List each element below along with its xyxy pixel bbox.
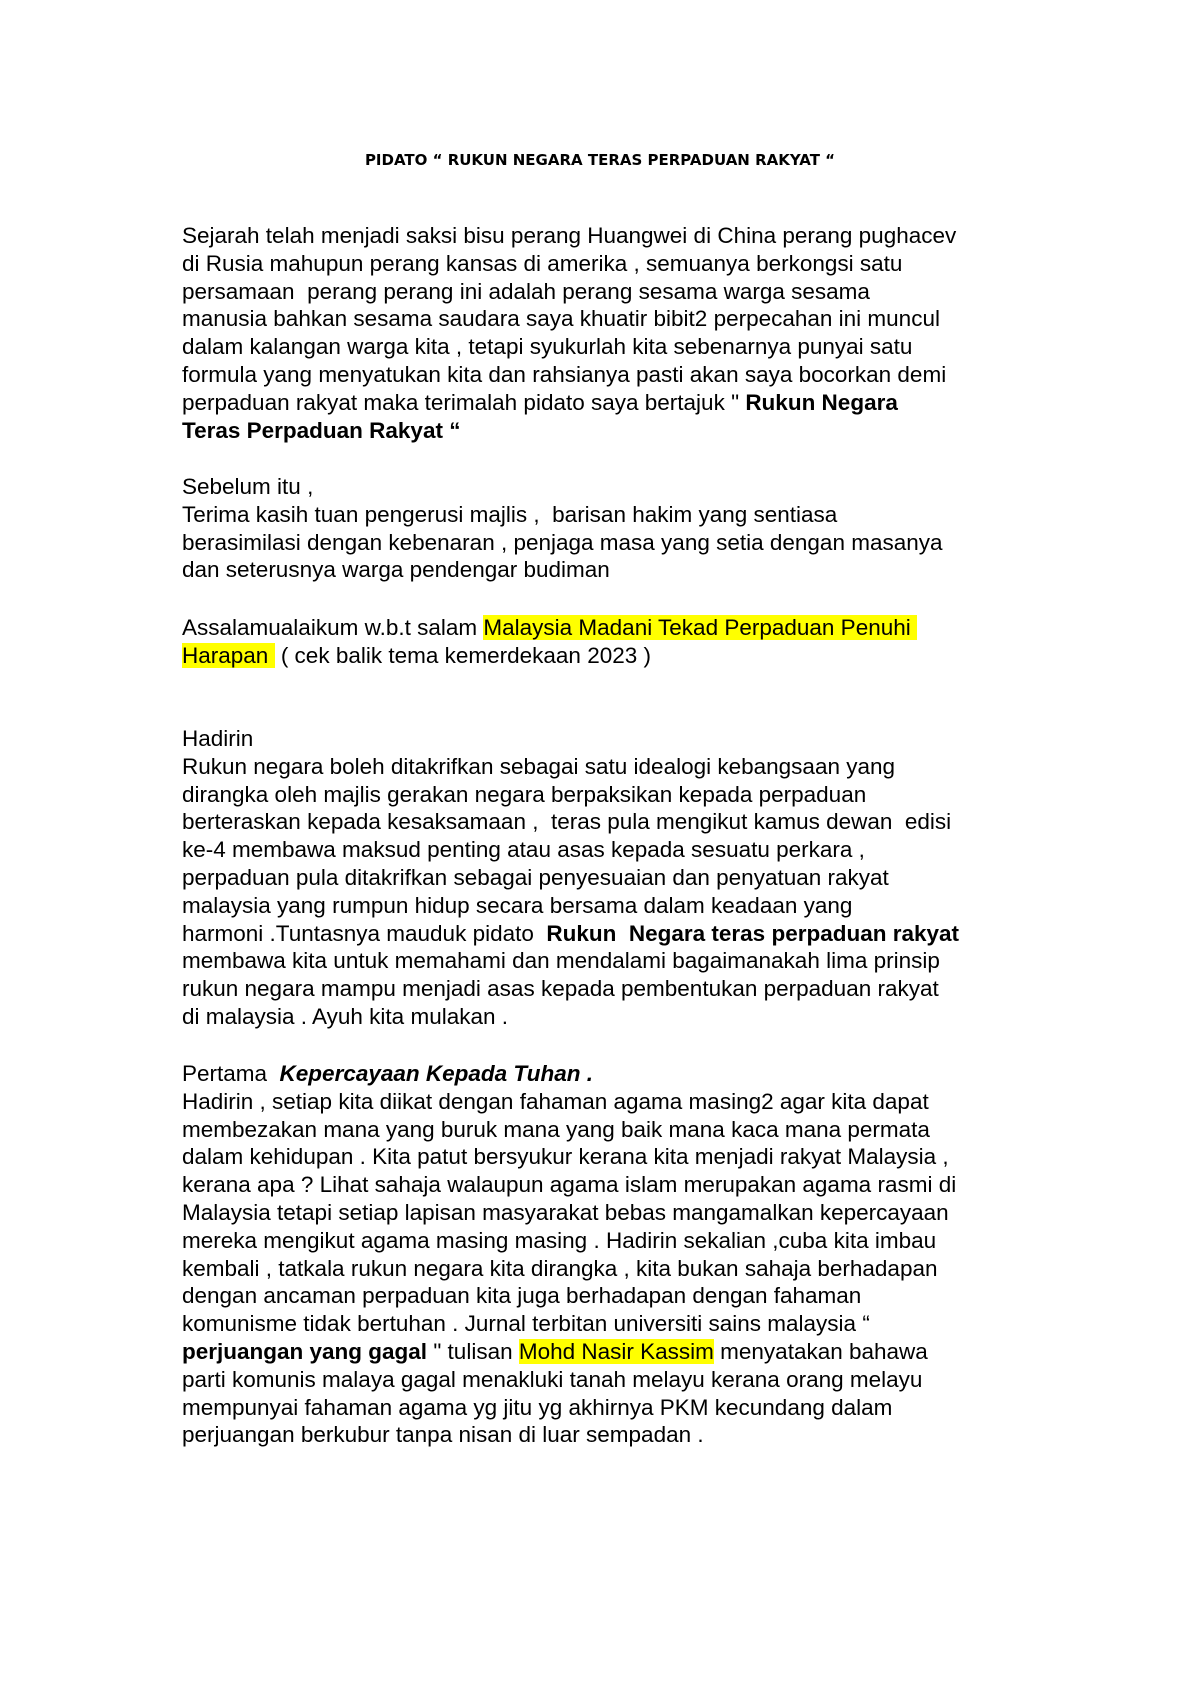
text-line: ke-4 membawa maksud penting atau asas kepada sesuatu perkara , xyxy=(182,837,865,863)
text-line: parti komunis malaya gagal menakluki tanah melayu kerana orang melayu xyxy=(182,1366,923,1392)
text-line: mereka mengikut agama masing masing . Hadirin sekalian ,cuba kita imbau xyxy=(182,1227,937,1253)
text-line: berasimilasi dengan kebenaran , penjaga masa yang setia dengan masanya xyxy=(182,529,943,555)
speech-topic-bold: Rukun Negara teras perpaduan rakyat xyxy=(546,920,960,946)
text-line xyxy=(182,642,1062,670)
text-line: dirangka oleh majlis gerakan negara berpaksikan kepada perpaduan xyxy=(182,781,867,807)
text-line: membezakan mana yang buruk mana yang baik mana kaca mana permata xyxy=(182,1116,930,1142)
intro-paragraph xyxy=(182,222,1062,444)
text-line: mempunyai fahaman agama yg jitu yg akhirnya PKM kecundang dalam xyxy=(182,1394,893,1420)
text-line: formula yang menyatukan kita dan rahsianya pasti akan saya bocorkan demi xyxy=(182,361,947,387)
text-line xyxy=(182,614,1062,642)
text-line xyxy=(182,389,1062,417)
text-run: harmoni .Tuntasnya mauduk pidato xyxy=(182,920,547,946)
greeting-paragraph xyxy=(182,473,1062,584)
text-line: membawa kita untuk memahami dan mendalami bagaimanakah lima prinsip xyxy=(182,948,940,974)
text-line: manusia bahkan sesama saudara saya khuatir bibit2 perpecahan ini muncul xyxy=(182,306,940,332)
text-line: dalam kehidupan . Kita patut bersyukur kerana kita menjadi rakyat Malaysia , xyxy=(182,1144,949,1170)
principle-heading xyxy=(182,1060,1062,1088)
text-line: kerana apa ? Lihat sahaja walaupun agama islam merupakan agama rasmi di xyxy=(182,1172,957,1198)
text-run: Assalamualaikum w.b.t salam xyxy=(182,615,484,640)
text-line: Hadirin , setiap kita diikat dengan fahaman agama masing2 agar kita dapat xyxy=(182,1088,929,1114)
text-run: " tulisan xyxy=(427,1338,519,1364)
highlighted-theme: Harapan xyxy=(182,642,275,668)
text-line: di Rusia mahupun perang kansas di amerika , semuanya berkongsi satu xyxy=(182,250,903,276)
text-line: Sejarah telah menjadi saksi bisu perang Huangwei di China perang pughacev xyxy=(182,223,957,248)
text-line: dengan ancaman perpaduan kita juga berhadapan dengan fahaman xyxy=(182,1283,862,1309)
text-run: ( cek balik tema kemerdekaan 2023 ) xyxy=(274,642,651,668)
text-line: berteraskan kepada kesaksamaan , teras pula mengikut kamus dewan edisi xyxy=(182,809,952,835)
text-line: persamaan perang perang ini adalah perang sesama warga sesama xyxy=(182,278,870,304)
text-line: Terima kasih tuan pengerusi majlis , barisan hakim yang sentiasa xyxy=(182,501,838,527)
definition-paragraph xyxy=(182,725,1062,1031)
text-line: Malaysia tetapi setiap lapisan masyarakat bebas mangamalkan kepercayaan xyxy=(182,1199,949,1225)
text-line: dan seterusnya warga pendengar budiman xyxy=(182,557,610,583)
speech-topic-bold: Rukun Negara xyxy=(745,389,898,415)
principle-title: Kepercayaan Kepada Tuhan . xyxy=(279,1061,593,1086)
highlighted-theme: Malaysia Madani Tekad Perpaduan Penuhi xyxy=(483,615,917,640)
text-line: Rukun negara boleh ditakrifkan sebagai satu idealogi kebangsaan yang xyxy=(182,753,896,779)
definition-opening: Hadirin xyxy=(182,726,254,751)
speech-title: PIDATO “ RUKUN NEGARA TERAS PERPADUAN RAKYAT “ xyxy=(364,151,836,169)
text-line: malaysia yang rumpun hidup secara bersama dalam keadaan yang xyxy=(182,892,853,918)
text-run: perpaduan rakyat maka terimalah pidato saya bertajuk " xyxy=(182,389,746,415)
text-line xyxy=(182,1338,1062,1366)
greeting-opening: Sebelum itu , xyxy=(182,474,314,499)
text-line: kembali , tatkala rukun negara kita dirangka , kita bukan sahaja berhadapan xyxy=(182,1255,938,1281)
text-line: komunisme tidak bertuhan . Jurnal terbitan universiti sains malaysia “ xyxy=(182,1311,870,1337)
highlighted-author: Mohd Nasir Kassim xyxy=(518,1338,714,1364)
text-line: perjuangan berkubur tanpa nisan di luar sempadan . xyxy=(182,1422,704,1448)
speech-topic-bold: Teras Perpaduan Rakyat “ xyxy=(182,417,461,443)
text-line: dalam kalangan warga kita , tetapi syukurlah kita sebenarnya punyai satu xyxy=(182,334,913,360)
text-line: rukun negara mampu menjadi asas kepada pembentukan perpaduan rakyat xyxy=(182,976,939,1002)
text-line xyxy=(182,920,1062,948)
text-line: perpaduan pula ditakrifkan sebagai penyesuaian dan penyatuan rakyat xyxy=(182,864,889,890)
text-run: Pertama xyxy=(182,1061,280,1086)
first-principle-paragraph xyxy=(182,1060,1062,1449)
text-line: di malaysia . Ayuh kita mulakan . xyxy=(182,1003,508,1029)
text-run: menyatakan bahawa xyxy=(713,1338,928,1364)
journal-title: perjuangan yang gagal xyxy=(182,1338,428,1364)
salam-paragraph xyxy=(182,614,1062,670)
